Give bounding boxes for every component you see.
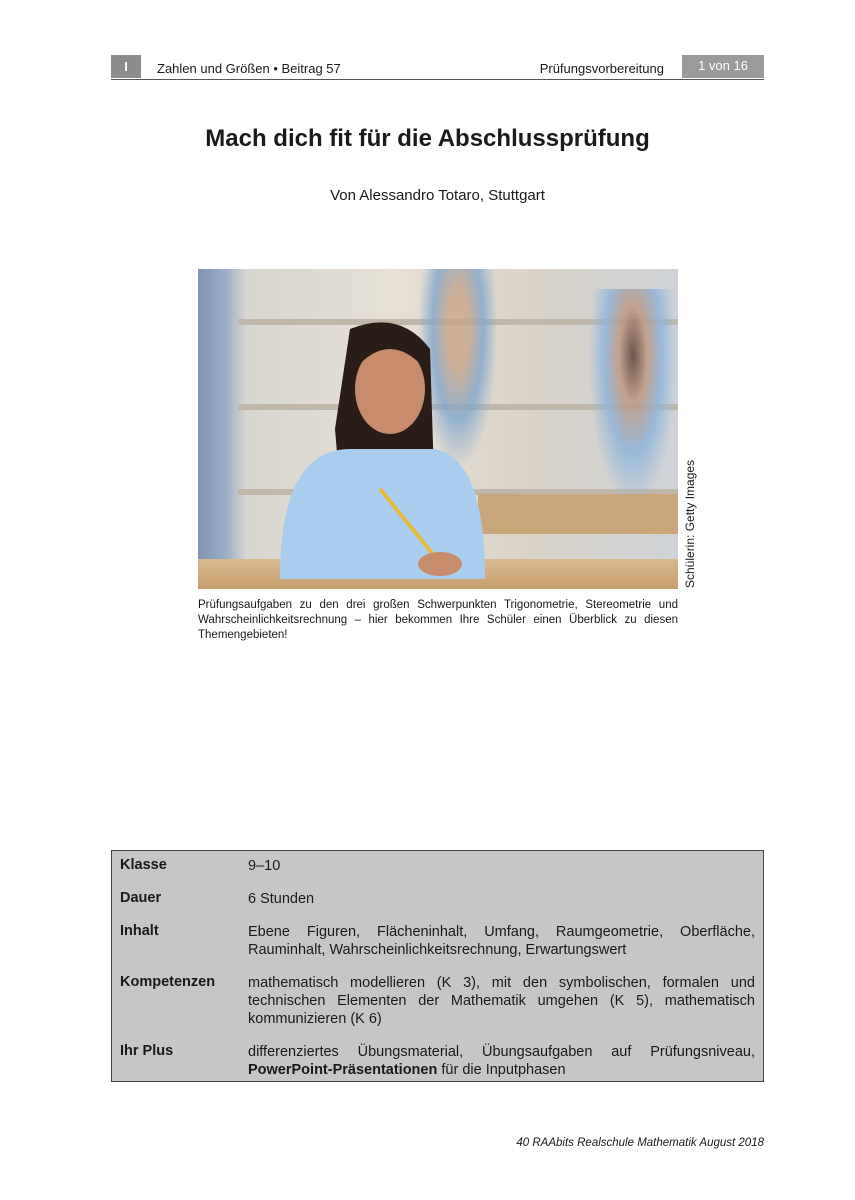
- photo-credit: Schülerin: Getty Images: [683, 459, 697, 588]
- header-topic: Prüfungsvorbereitung: [539, 61, 664, 76]
- info-value-text: für die Inputphasen: [437, 1062, 566, 1078]
- header-series: Zahlen und Größen • Beitrag 57: [157, 61, 341, 76]
- info-value: 9–10: [248, 858, 281, 874]
- info-box: [111, 850, 764, 1082]
- photo-caption: Prüfungsaufgaben zu den drei großen Schwerpunkten Trigonometrie, Stereometrie und Wahrscheinlichkeitsrechnung – hier bekommen Ihre Schüler einen Überblick zu diesen Themengebieten!: [198, 599, 678, 641]
- info-value-text: differenziertes Übungsmaterial, Übungsaufgaben auf Prüfungsniveau,: [248, 1044, 755, 1060]
- info-value: Ebene Figuren, Flächeninhalt, Umfang, Raumgeometrie, Oberfläche, Rauminhalt, Wahrscheinlichkeitsrechnung, Erwartungswert: [248, 924, 755, 958]
- page-number: 1 von 16: [682, 55, 764, 78]
- info-value: 6 Stunden: [248, 891, 315, 907]
- info-value: [248, 1043, 755, 1079]
- info-value-bold: PowerPoint-Präsentationen: [248, 1062, 438, 1078]
- info-label: Ihr Plus: [120, 1043, 174, 1059]
- student-illustration: [260, 309, 490, 579]
- info-value: mathematisch modellieren (K 3), mit den symbolischen, formalen und technischen Elementen der Mathematik umgehen (K 5), mathematisch kommunizieren (K 6): [248, 975, 755, 1027]
- page-footer: 40 RAAbits Realschule Mathematik August 2018: [516, 1137, 764, 1149]
- page-title: Mach dich fit für die Abschlussprüfung: [205, 125, 650, 152]
- info-label: Dauer: [120, 890, 162, 906]
- info-label: Inhalt: [120, 923, 159, 939]
- info-label: Klasse: [120, 857, 167, 873]
- author: Von Alessandro Totaro, Stuttgart: [330, 187, 545, 204]
- info-label: Kompetenzen: [120, 974, 216, 990]
- page-header: [111, 55, 764, 80]
- student-photo: [198, 269, 678, 589]
- section-marker: I: [111, 55, 141, 78]
